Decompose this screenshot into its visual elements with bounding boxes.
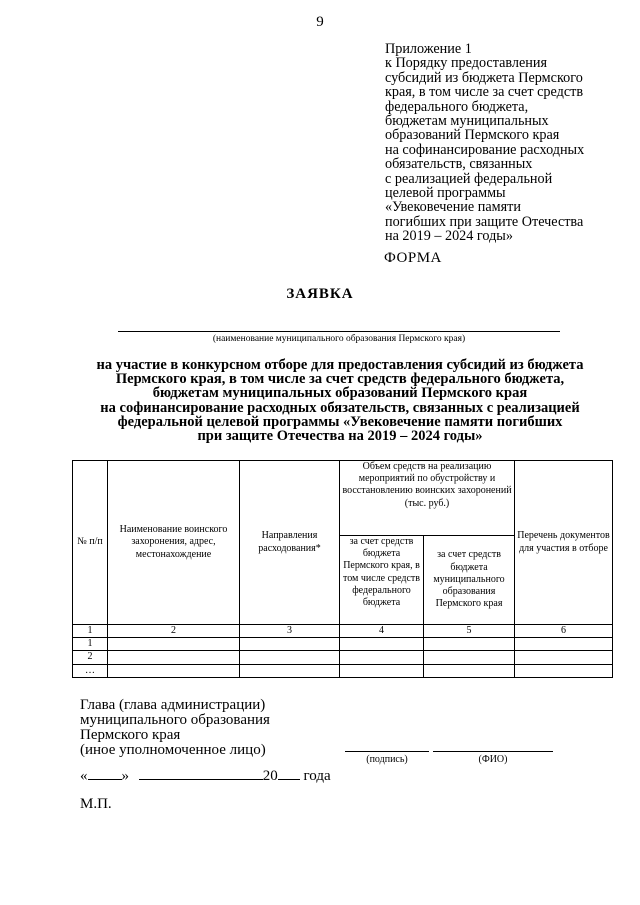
table-cell [424, 664, 515, 677]
date-close-quote: » [121, 768, 129, 784]
fio-line [433, 751, 553, 752]
appendix-line: погибших при защите Отечества [385, 213, 584, 230]
column-number: 6 [515, 625, 613, 638]
table-row [73, 651, 613, 664]
date-row [80, 767, 331, 785]
header-volume-municipal: за счет средств бюджета муниципального образования Пермского края [424, 536, 515, 625]
subtitle-line: на софинансирование расходных обязательств, связанных с реализацией [100, 399, 580, 416]
table-cell [515, 651, 613, 664]
header-volume: Объем средств на реализацию мероприятий по обустройству и восстановлению воинских захоронений (тыс. руб.) [340, 461, 515, 536]
table-row [73, 664, 613, 677]
fio-caption: (ФИО) [478, 754, 508, 765]
table-cell [108, 638, 240, 651]
table-cell [424, 638, 515, 651]
appendix-line: на софинансирование расходных [385, 141, 585, 158]
table-cell: … [73, 664, 108, 677]
subtitle-line: бюджетам муниципальных образований Пермского края [152, 385, 528, 402]
table-cell [340, 664, 424, 677]
table-row [73, 638, 613, 651]
form-label: ФОРМА [384, 250, 442, 266]
column-number: 3 [240, 625, 340, 638]
table-cell [108, 664, 240, 677]
table-cell [340, 638, 424, 651]
day-blank [88, 767, 122, 780]
appendix-line: Приложение 1 [385, 41, 472, 57]
subtitle-line: при защите Отечества на 2019 – 2024 годы» [197, 428, 483, 445]
year-prefix: 20 [262, 768, 278, 784]
table-cell [515, 664, 613, 677]
column-number: 2 [108, 625, 240, 638]
table-cell [340, 651, 424, 664]
appendix-line: на 2019 – 2024 годы» [385, 228, 513, 245]
signer-block [80, 698, 270, 758]
municipality-caption: (наименование муниципального образования Пермского края) [212, 334, 466, 344]
appendix-line: «Увековечение памяти [385, 199, 521, 216]
appendix-line: образований Пермского края [385, 127, 560, 144]
subtitle-line: на участие в конкурсном отборе для предоставления субсидий из бюджета [96, 357, 584, 373]
header-name: Наименование воинского захоронения, адрес, местонахождение [108, 461, 240, 625]
year-blank [278, 767, 300, 780]
appendix-line: к Порядку предоставления [385, 55, 547, 72]
appendix-line: целевой программы [385, 185, 506, 202]
signer-line: Глава (глава администрации) [80, 697, 266, 713]
subtitle-line: Пермского края, в том числе за счет средств федерального бюджета, [115, 371, 565, 388]
table-cell [108, 651, 240, 664]
appendix-line: федерального бюджета, [385, 98, 529, 115]
appendix-note [385, 42, 625, 244]
appendix-line: обязательств, связанных [385, 156, 533, 173]
appendix-line: с реализацией федеральной [385, 170, 553, 187]
column-number: 5 [424, 625, 515, 638]
document-title: ЗАЯВКА [286, 286, 354, 302]
header-documents: Перечень документов для участия в отборе [515, 461, 613, 625]
page-number: 9 [316, 14, 324, 30]
signer-line: муниципального образования [80, 712, 270, 728]
table-cell [240, 638, 340, 651]
municipality-name-line [118, 331, 560, 332]
appendix-line: субсидий из бюджета Пермского [385, 69, 583, 86]
application-subtitle [60, 358, 620, 443]
header-num: № п/п [73, 461, 108, 625]
header-direction: Направления расходования* [240, 461, 340, 625]
column-number: 4 [340, 625, 424, 638]
table-cell: 2 [73, 651, 108, 664]
subtitle-line: федеральной целевой программы «Увековечение памяти погибших [117, 413, 563, 430]
table-cell [240, 651, 340, 664]
appendix-line: края, в том числе за счет средств [385, 84, 584, 101]
application-table [72, 460, 613, 678]
header-volume-federal: за счет средств бюджета Пермского края, в том числе средств федерального бюджета [340, 536, 424, 625]
column-number: 1 [73, 625, 108, 638]
month-blank [139, 767, 263, 780]
table-cell [515, 638, 613, 651]
table-cell [424, 651, 515, 664]
year-suffix: года [303, 768, 331, 784]
signer-line: Пермского края [80, 727, 181, 743]
signature-line [345, 751, 429, 752]
table-cell: 1 [73, 638, 108, 651]
date-open-quote: « [80, 768, 88, 784]
signature-caption: (подпись) [366, 754, 408, 765]
table-cell [240, 664, 340, 677]
signer-line: (иное уполномоченное лицо) [80, 742, 266, 758]
appendix-line: бюджетам муниципальных [385, 113, 549, 130]
stamp-label: М.П. [80, 796, 112, 812]
